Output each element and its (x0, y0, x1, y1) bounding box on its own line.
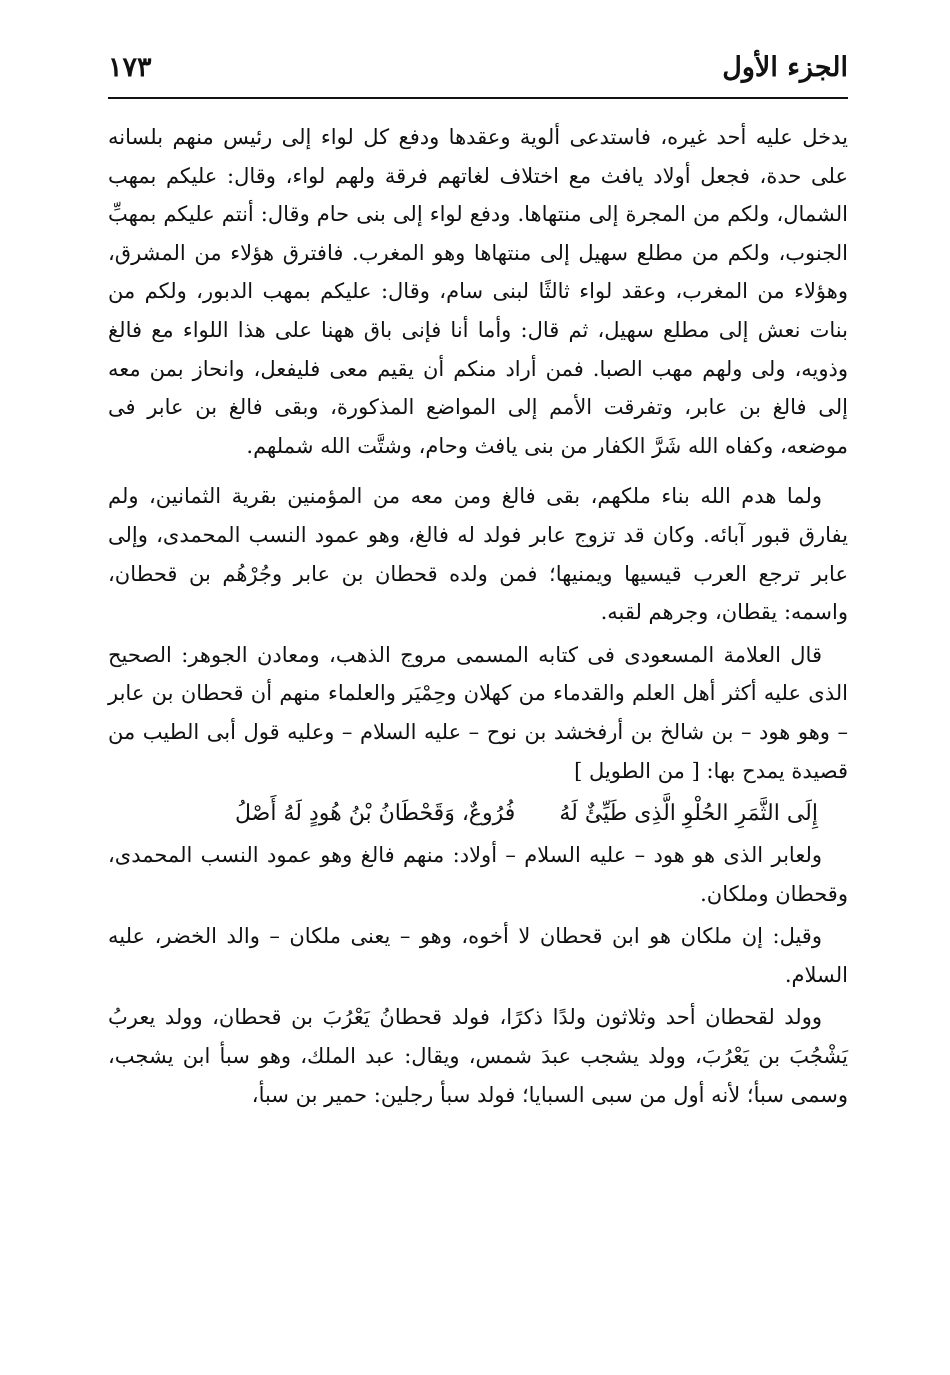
paragraph: قال العلامة المسعودى فى كتابه المسمى مروج الذهب، ومعادن الجوهر: الصحيح الذى عليه أكثر أهل العلم والقدماء من كهلان وحِمْيَر والعلماء منهم أن قحطان بن عابر – وهو هود – بن شالخ بن أرفخشد بن نوح – عليه السلام – وعليه قول أبى الطيب من قصيدة يمدح بها: [ من الطويل ] (108, 642, 848, 783)
page-number: ١٧٣ (108, 52, 152, 83)
paragraph: وقيل: إن ملكان هو ابن قحطان لا أخوه، وهو – يعنى ملكان – والد الخضر، عليه السلام. (108, 924, 848, 987)
verse-second-hemistich: فُرُوعٌ، وَقَحْطَانُ بْنُ هُودٍ لَهُ أَصْلُ (235, 801, 516, 827)
header-rule (108, 97, 848, 99)
running-title: الجزء الأول (722, 52, 848, 83)
page-header (108, 52, 848, 96)
paragraph: وولد لقحطان أحد وثلاثون ولدًا ذكرًا، فولد قحطانُ يَعْرُبَ بن قحطان، وولد يعربُ يَشْجُبَ بن يَعْرُبَ، وولد يشجب عبدَ شمس، ويقال: عبد الملك، وهو سبأ ابن يشجب، وسمى سبأ؛ لأنه أول من سبى السبايا؛ فولد سبأ رجلين: حمير بن سبأ، (108, 1005, 848, 1107)
paragraph: ولما هدم الله بناء ملكهم، بقى فالغ ومن معه من المؤمنين بقرية الثمانين، ولم يفارق قبور آبائه. وكان قد تزوج عابر فولد له فالغ، وهو عمود النسب المحمدى، وإلى عابر ترجع العرب قيسيها ويمنيها؛ فمن ولده قحطان بن عابر وجُرْهُم بن قحطان، واسمه: يقطان، وجرهم لقبه. (108, 484, 848, 625)
verse-first-hemistich: إِلَى الثَّمَرِ الحُلْوِ الَّذِى طَيِّئٌ لَهُ (559, 801, 818, 827)
paragraph: ولعابر الذى هو هود – عليه السلام – أولاد: منهم فالغ وهو عمود النسب المحمدى، وقحطان وملكان. (108, 843, 848, 906)
poem-verse (108, 794, 848, 834)
page-body (108, 118, 848, 1114)
paragraph: يدخل عليه أحد غيره، فاستدعى ألوية وعقدها ودفع كل لواء إلى رئيس منهم بلسانه على حدة، فجعل أولاد يافث مع اختلاف لغاتهم فرقة ولهم لواء، وقال: عليكم بمهب الشمال، ولكم من المجرة إلى منتهاها. ودفع لواء إلى بنى حام وقال: أنتم عليكم بمهبِّ الجنوب، ولكم من مطلع سهيل إلى منتهاها وهو المغرب. فافترق هؤلاء من المشرق، وهؤلاء من المغرب، وعقد لواء ثالثًا لبنى سام، وقال: عليكم بمهب الدبور، ولكم من بنات نعش إلى مطلع سهيل، ثم قال: وأما أنا فإنى باق ههنا على هذا اللواء مع فالغ وذويه، ولى ولهم مهب الصبا. فمن أراد منكم أن يقيم معى فليفعل، وانحاز بمن معه إلى فالغ بن عابر، وتفرقت الأمم إلى المواضع المذكورة، وبقى فالغ بن عابر فى موضعه، وكفاه الله شَرَّ الكفار من بنى يافث وحام، وشتَّت الله شملهم. (108, 125, 848, 458)
